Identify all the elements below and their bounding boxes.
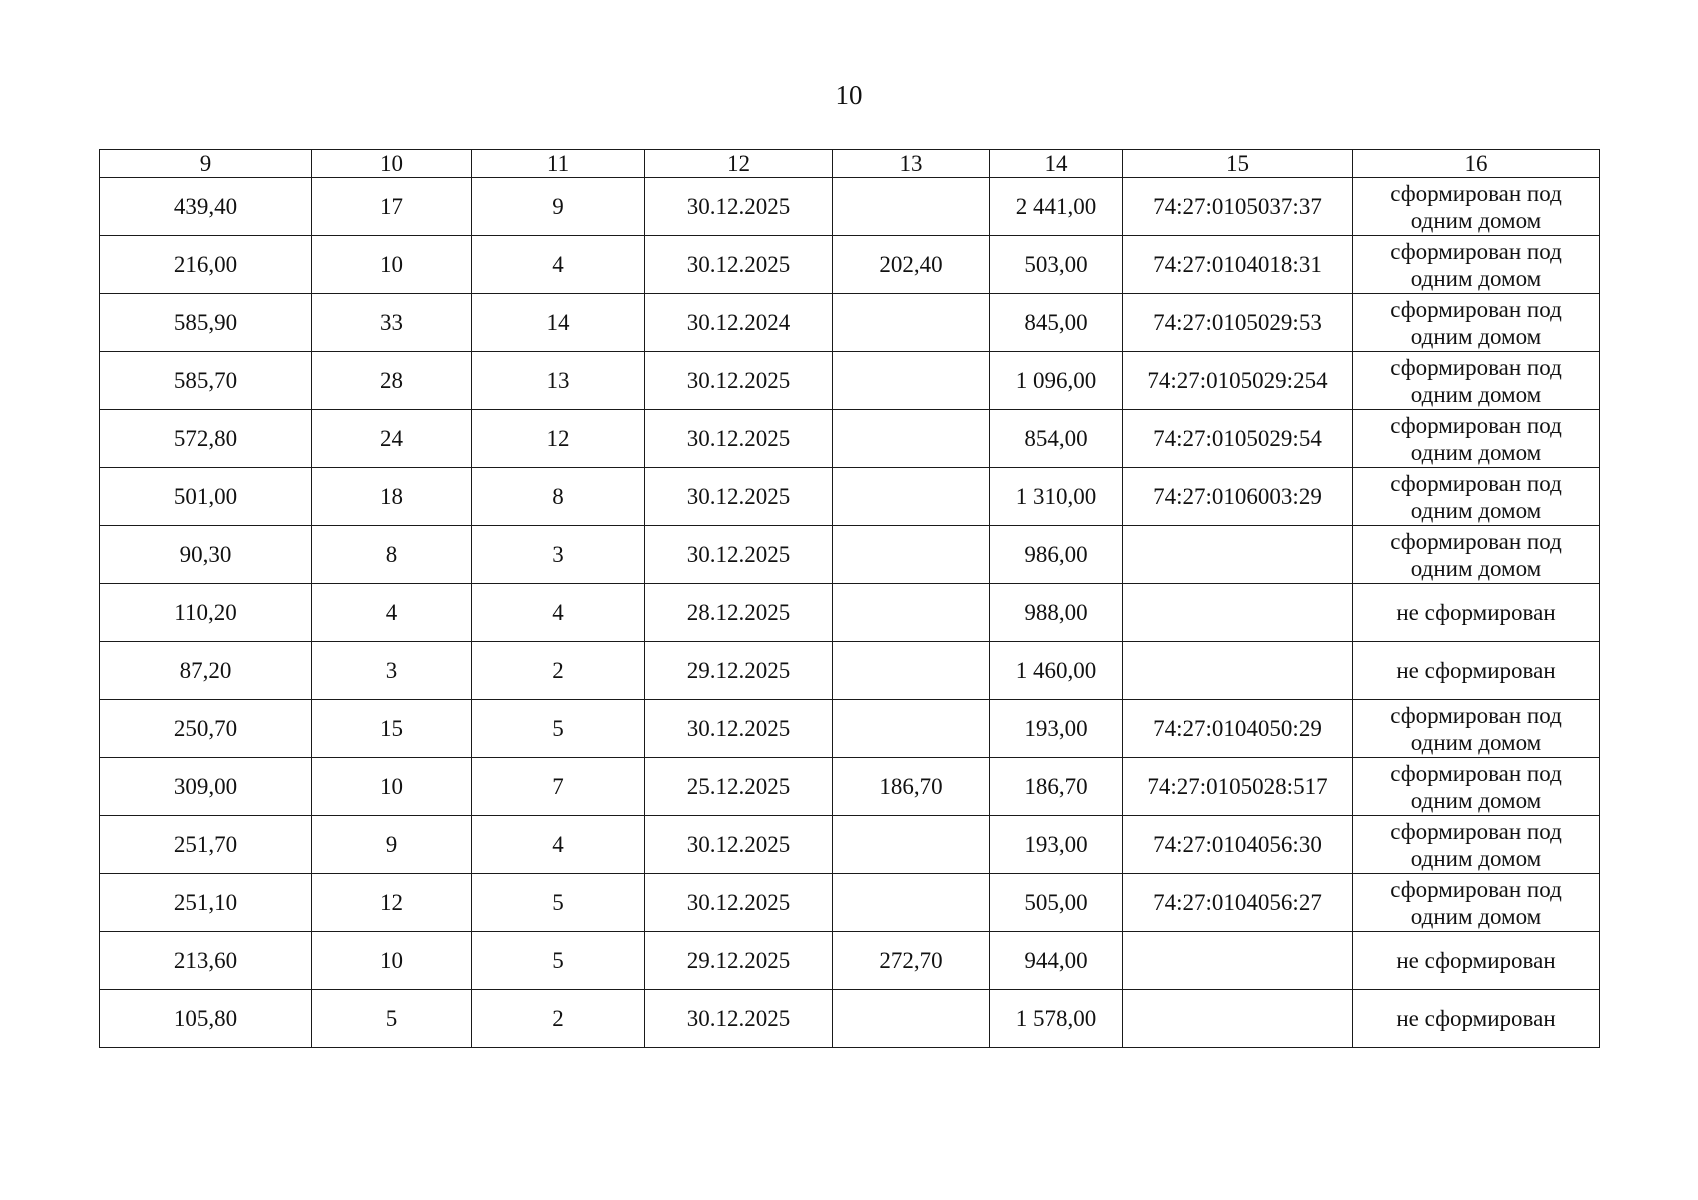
col-11-cell: 7 [472, 758, 645, 816]
table-row [100, 874, 1600, 932]
col-12-date-cell: 30.12.2025 [645, 352, 833, 410]
col-16-status-cell: сформирован под одним домом [1353, 468, 1600, 526]
table-row [100, 236, 1600, 294]
table-row [100, 816, 1600, 874]
col-15-cadastral-cell [1123, 642, 1353, 700]
col-9-cell: 309,00 [100, 758, 312, 816]
data-table-container [99, 149, 1600, 1048]
col-13-cell [833, 178, 990, 236]
col-14-cell: 193,00 [990, 700, 1123, 758]
col-10-cell: 8 [312, 526, 472, 584]
col-13-cell [833, 816, 990, 874]
column-header: 14 [990, 150, 1123, 178]
column-header: 11 [472, 150, 645, 178]
col-14-cell: 2 441,00 [990, 178, 1123, 236]
col-14-cell: 193,00 [990, 816, 1123, 874]
col-15-cadastral-cell: 74:27:0105029:54 [1123, 410, 1353, 468]
col-15-cadastral-cell [1123, 990, 1353, 1048]
col-9-cell: 250,70 [100, 700, 312, 758]
col-14-cell: 1 096,00 [990, 352, 1123, 410]
col-11-cell: 8 [472, 468, 645, 526]
col-14-cell: 1 578,00 [990, 990, 1123, 1048]
col-13-cell [833, 410, 990, 468]
column-header: 9 [100, 150, 312, 178]
col-9-cell: 216,00 [100, 236, 312, 294]
col-12-date-cell: 30.12.2025 [645, 410, 833, 468]
col-14-cell: 854,00 [990, 410, 1123, 468]
col-12-date-cell: 30.12.2025 [645, 874, 833, 932]
col-16-status-cell: не сформирован [1353, 642, 1600, 700]
column-header: 12 [645, 150, 833, 178]
col-14-cell: 944,00 [990, 932, 1123, 990]
col-15-cadastral-cell: 74:27:0104056:30 [1123, 816, 1353, 874]
col-16-status-cell: сформирован под одним домом [1353, 352, 1600, 410]
col-16-status-cell: сформирован под одним домом [1353, 758, 1600, 816]
col-9-cell: 251,70 [100, 816, 312, 874]
col-11-cell: 5 [472, 700, 645, 758]
col-12-date-cell: 28.12.2025 [645, 584, 833, 642]
col-12-date-cell: 30.12.2025 [645, 236, 833, 294]
col-10-cell: 17 [312, 178, 472, 236]
col-14-cell: 186,70 [990, 758, 1123, 816]
col-15-cadastral-cell: 74:27:0106003:29 [1123, 468, 1353, 526]
col-12-date-cell: 30.12.2024 [645, 294, 833, 352]
col-9-cell: 251,10 [100, 874, 312, 932]
col-9-cell: 439,40 [100, 178, 312, 236]
col-16-status-cell: не сформирован [1353, 932, 1600, 990]
col-11-cell: 4 [472, 584, 645, 642]
col-11-cell: 3 [472, 526, 645, 584]
col-9-cell: 105,80 [100, 990, 312, 1048]
col-15-cadastral-cell [1123, 932, 1353, 990]
column-header: 13 [833, 150, 990, 178]
table-row [100, 990, 1600, 1048]
col-13-cell [833, 700, 990, 758]
col-9-cell: 110,20 [100, 584, 312, 642]
col-10-cell: 18 [312, 468, 472, 526]
data-table [99, 149, 1600, 1048]
col-13-cell [833, 642, 990, 700]
col-10-cell: 9 [312, 816, 472, 874]
col-14-cell: 1 310,00 [990, 468, 1123, 526]
table-body [100, 178, 1600, 1048]
col-12-date-cell: 30.12.2025 [645, 468, 833, 526]
col-12-date-cell: 30.12.2025 [645, 178, 833, 236]
col-15-cadastral-cell: 74:27:0104018:31 [1123, 236, 1353, 294]
col-12-date-cell: 30.12.2025 [645, 700, 833, 758]
col-13-cell [833, 990, 990, 1048]
col-11-cell: 14 [472, 294, 645, 352]
col-16-status-cell: сформирован под одним домом [1353, 700, 1600, 758]
col-15-cadastral-cell: 74:27:0105029:53 [1123, 294, 1353, 352]
col-10-cell: 12 [312, 874, 472, 932]
col-9-cell: 213,60 [100, 932, 312, 990]
table-row [100, 758, 1600, 816]
col-9-cell: 87,20 [100, 642, 312, 700]
col-13-cell: 202,40 [833, 236, 990, 294]
table-row [100, 178, 1600, 236]
col-9-cell: 90,30 [100, 526, 312, 584]
column-header: 16 [1353, 150, 1600, 178]
col-9-cell: 501,00 [100, 468, 312, 526]
col-10-cell: 5 [312, 990, 472, 1048]
col-10-cell: 28 [312, 352, 472, 410]
col-16-status-cell: сформирован под одним домом [1353, 526, 1600, 584]
col-9-cell: 585,70 [100, 352, 312, 410]
col-15-cadastral-cell: 74:27:0105029:254 [1123, 352, 1353, 410]
table-row [100, 526, 1600, 584]
col-15-cadastral-cell [1123, 526, 1353, 584]
col-12-date-cell: 25.12.2025 [645, 758, 833, 816]
column-header: 15 [1123, 150, 1353, 178]
col-13-cell [833, 294, 990, 352]
header-row [100, 150, 1600, 178]
table-row [100, 642, 1600, 700]
col-16-status-cell: сформирован под одним домом [1353, 178, 1600, 236]
col-11-cell: 13 [472, 352, 645, 410]
col-10-cell: 10 [312, 932, 472, 990]
col-10-cell: 33 [312, 294, 472, 352]
col-13-cell [833, 874, 990, 932]
col-16-status-cell: не сформирован [1353, 990, 1600, 1048]
col-12-date-cell: 30.12.2025 [645, 816, 833, 874]
col-16-status-cell: сформирован под одним домом [1353, 410, 1600, 468]
col-12-date-cell: 29.12.2025 [645, 932, 833, 990]
col-16-status-cell: сформирован под одним домом [1353, 294, 1600, 352]
col-14-cell: 988,00 [990, 584, 1123, 642]
col-14-cell: 505,00 [990, 874, 1123, 932]
col-10-cell: 24 [312, 410, 472, 468]
table-row [100, 294, 1600, 352]
col-11-cell: 2 [472, 990, 645, 1048]
col-13-cell [833, 468, 990, 526]
table-row [100, 932, 1600, 990]
col-9-cell: 585,90 [100, 294, 312, 352]
col-10-cell: 10 [312, 236, 472, 294]
col-13-cell [833, 526, 990, 584]
col-13-cell: 272,70 [833, 932, 990, 990]
table-row [100, 410, 1600, 468]
col-13-cell [833, 352, 990, 410]
col-15-cadastral-cell: 74:27:0105028:517 [1123, 758, 1353, 816]
col-14-cell: 845,00 [990, 294, 1123, 352]
col-16-status-cell: сформирован под одним домом [1353, 816, 1600, 874]
col-16-status-cell: сформирован под одним домом [1353, 874, 1600, 932]
col-15-cadastral-cell: 74:27:0104050:29 [1123, 700, 1353, 758]
col-15-cadastral-cell: 74:27:0105037:37 [1123, 178, 1353, 236]
col-11-cell: 9 [472, 178, 645, 236]
column-header: 10 [312, 150, 472, 178]
col-14-cell: 986,00 [990, 526, 1123, 584]
col-13-cell: 186,70 [833, 758, 990, 816]
col-11-cell: 5 [472, 874, 645, 932]
table-row [100, 700, 1600, 758]
col-11-cell: 4 [472, 236, 645, 294]
page-number: 10 [835, 80, 863, 110]
col-13-cell [833, 584, 990, 642]
col-14-cell: 503,00 [990, 236, 1123, 294]
col-15-cadastral-cell [1123, 584, 1353, 642]
col-14-cell: 1 460,00 [990, 642, 1123, 700]
table-row [100, 468, 1600, 526]
col-10-cell: 10 [312, 758, 472, 816]
col-11-cell: 12 [472, 410, 645, 468]
col-16-status-cell: сформирован под одним домом [1353, 236, 1600, 294]
col-11-cell: 4 [472, 816, 645, 874]
table-row [100, 352, 1600, 410]
col-9-cell: 572,80 [100, 410, 312, 468]
col-12-date-cell: 30.12.2025 [645, 526, 833, 584]
col-11-cell: 2 [472, 642, 645, 700]
col-10-cell: 3 [312, 642, 472, 700]
col-10-cell: 15 [312, 700, 472, 758]
col-10-cell: 4 [312, 584, 472, 642]
col-11-cell: 5 [472, 932, 645, 990]
col-12-date-cell: 30.12.2025 [645, 990, 833, 1048]
col-15-cadastral-cell: 74:27:0104056:27 [1123, 874, 1353, 932]
col-12-date-cell: 29.12.2025 [645, 642, 833, 700]
col-16-status-cell: не сформирован [1353, 584, 1600, 642]
table-row [100, 584, 1600, 642]
